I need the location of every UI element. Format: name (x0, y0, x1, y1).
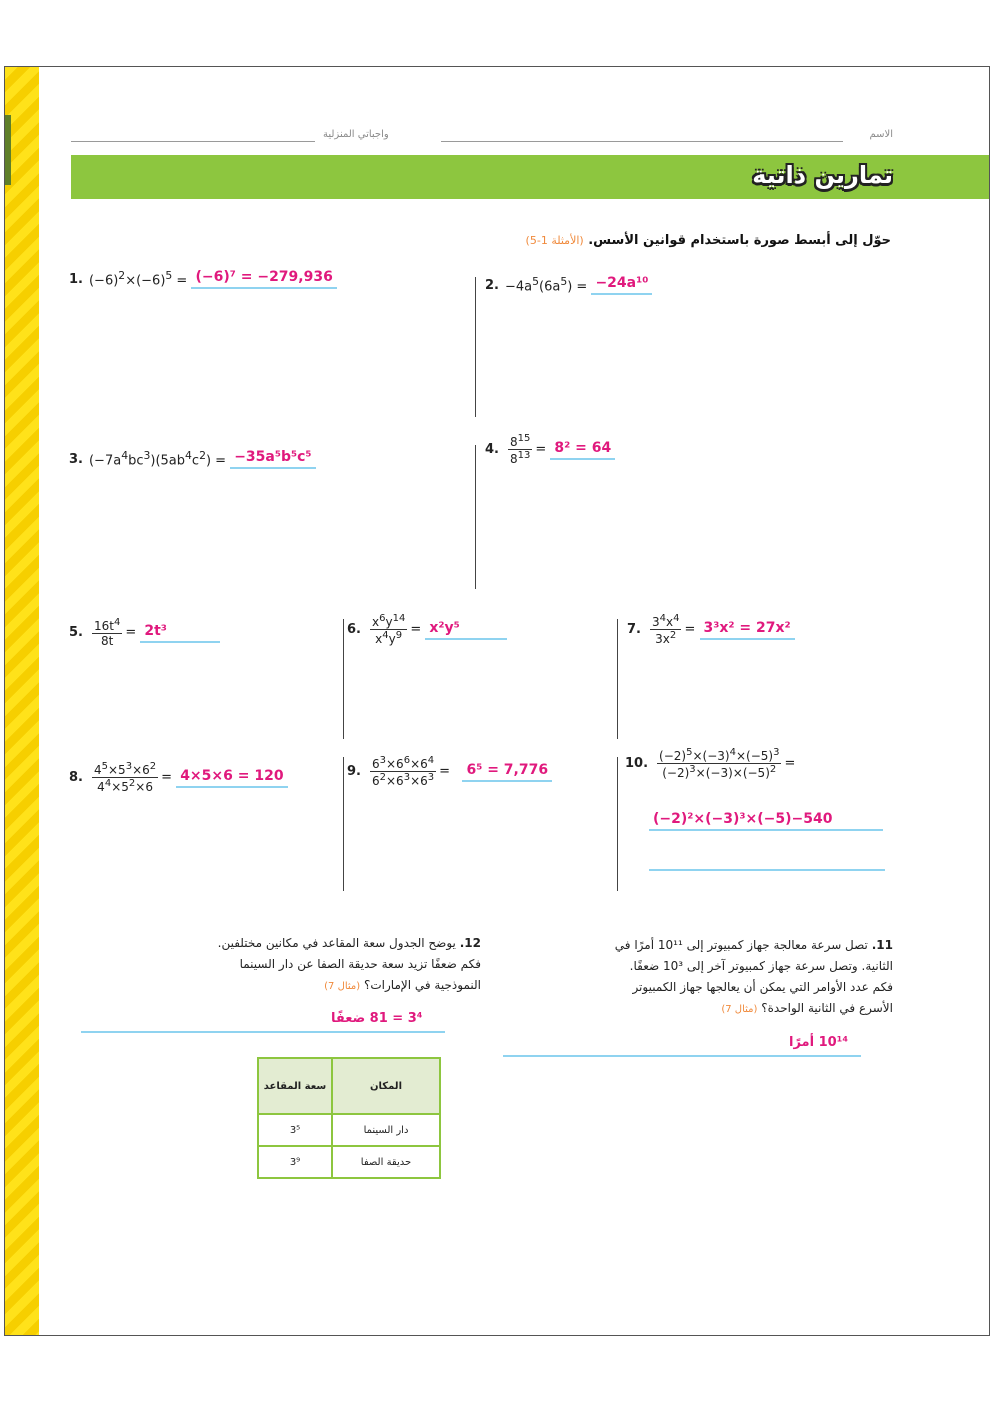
homework-label: واجباتي المنزلية (323, 129, 389, 140)
divider (343, 757, 344, 891)
equals: = (439, 764, 463, 779)
question-12 (91, 933, 481, 997)
question-text: فكم ضعفًا تزيد سعة حديقة الصفا عن دار السينما (239, 957, 481, 971)
exercise-number: 9. (347, 764, 361, 779)
equals: = (125, 625, 141, 640)
answer[interactable]: x²y⁵ (425, 620, 507, 640)
yellow-margin-stripe (5, 67, 39, 1335)
table-cell: حديقة الصفا (332, 1146, 440, 1178)
answer[interactable]: 4×5×6 = 120 (176, 768, 287, 788)
name-line[interactable] (441, 141, 843, 142)
exercise-number: 10. (625, 756, 649, 771)
lesson-ref: (الأمثلة 1-5) (525, 234, 584, 247)
exercise-number: 1. (69, 271, 83, 287)
exercise-number: 8. (69, 770, 83, 785)
exercise-number: 5. (69, 625, 83, 640)
expression: $(-7a^4bc^3)(5ab^4c^2)$ = (88, 449, 231, 469)
answer[interactable]: 2t³ (140, 623, 220, 643)
exercise-5 (69, 617, 220, 648)
exercise-10-answer (649, 811, 883, 831)
instructions-text: حوّل إلى أبسط صورة باستخدام قوانين الأسس. (588, 233, 891, 248)
worksheet-page (4, 66, 990, 1336)
question-text: الأسرع في الثانية الواحدة؟ (761, 1001, 893, 1015)
fraction: $\frac{4^5\times 5^3\times 6^2}{4^4\times 5^2\times 6}$ (93, 761, 157, 794)
page-title: تمارين ذاتية (752, 161, 893, 189)
exercise-number: 3. (69, 451, 83, 467)
instructions (526, 233, 891, 248)
divider (475, 445, 476, 589)
fraction: $\frac{16t^4}{8t}$ (93, 617, 121, 648)
answer[interactable]: (−6)⁷ = −279,936 (191, 269, 336, 289)
divider (343, 619, 344, 739)
answer-line[interactable] (649, 869, 885, 871)
table-header: سعة المقاعد (258, 1058, 332, 1114)
answer[interactable]: −24a¹⁰ (591, 275, 652, 295)
question-text: النموذجية في الإمارات؟ (364, 978, 481, 992)
question-text: تصل سرعة معالجة جهاز كمبيوتر إلى 10¹¹ أمرًا في (614, 938, 868, 952)
question-11 (533, 935, 893, 1020)
table-row (258, 1146, 440, 1178)
exercise-7 (627, 613, 795, 646)
fraction: $\frac{3^4x^4}{3x^2}$ (651, 613, 680, 646)
exercise-10 (625, 747, 795, 780)
answer-11[interactable]: 10¹⁴ أمرًا (789, 1035, 849, 1050)
exercise-9 (347, 755, 552, 788)
equals: = (410, 622, 426, 637)
table-row (258, 1114, 440, 1146)
lesson-ref: (مثال 7) (721, 1004, 758, 1015)
answer[interactable]: (−2)²×(−3)³×(−5)−540 (649, 811, 883, 831)
fraction: $\frac{x^6y^{14}}{x^4y^9}$ (371, 613, 406, 646)
lesson-ref: (مثال 7) (324, 981, 361, 992)
question-text: الثانية. وتصل سرعة جهاز كمبيوتر آخر إلى 10³ ضعفًا. (629, 959, 893, 973)
divider (617, 619, 618, 739)
exercise-number: 2. (485, 277, 499, 293)
equals: = (684, 622, 700, 637)
name-label: الاسم (869, 129, 893, 140)
fraction: $\frac{8^{15}}{8^{13}}$ (509, 433, 531, 466)
question-text: يوضح الجدول سعة المقاعد في مكانين مختلفين. (217, 936, 456, 950)
table-cell: 3⁵ (258, 1114, 332, 1146)
exercise-1 (69, 269, 337, 289)
question-number: 12. (459, 936, 481, 950)
answer-12[interactable]: 3⁴ = 81 ضعفًا (331, 1011, 423, 1026)
exercise-number: 6. (347, 622, 361, 637)
fraction: $\frac{6^3\times 6^6\times 6^4}{6^2\times 6^3\times 6^3}$ (371, 755, 435, 788)
exercise-6 (347, 613, 507, 646)
question-number: 11. (871, 938, 893, 952)
equals: = (535, 442, 551, 457)
homework-line[interactable] (71, 141, 315, 142)
equals: = (161, 770, 177, 785)
title-banner (71, 155, 989, 199)
exercise-number: 4. (485, 442, 499, 457)
expression: $(-6)^2\times(-6)^5$ = (88, 269, 192, 289)
exercise-2 (485, 275, 652, 295)
answer[interactable]: 8² = 64 (550, 440, 615, 460)
equals: = (784, 756, 796, 771)
copyright-side-note (945, 1027, 957, 1327)
divider (475, 277, 476, 417)
table-cell: دار السينما (332, 1114, 440, 1146)
capacity-table (257, 1057, 441, 1179)
table-cell: 3⁹ (258, 1146, 332, 1178)
green-edge-tab (5, 115, 11, 185)
exercise-3 (69, 449, 316, 469)
answer-line[interactable] (81, 1031, 445, 1033)
divider (617, 757, 618, 891)
answer[interactable]: 3³x² = 27x² (700, 620, 795, 640)
exercise-number: 7. (627, 622, 641, 637)
question-text: فكم عدد الأوامر التي يمكن أن يعالجها جهاز الكمبيوتر (632, 980, 893, 994)
answer[interactable]: −35a⁵b⁵c⁵ (230, 449, 315, 469)
table-header: المكان (332, 1058, 440, 1114)
expression: $-4a^5(6a^5)$ = (504, 275, 592, 295)
answer[interactable]: 6⁵ = 7,776 (462, 762, 552, 782)
exercise-4 (485, 433, 615, 466)
fraction: $\frac{(-2)^5\times(-3)^4\times(-5)^3}{(-2)^3\times(-3)\times(-5)^2}$ (659, 747, 780, 780)
exercise-8 (69, 761, 288, 794)
answer-line[interactable] (503, 1055, 861, 1057)
